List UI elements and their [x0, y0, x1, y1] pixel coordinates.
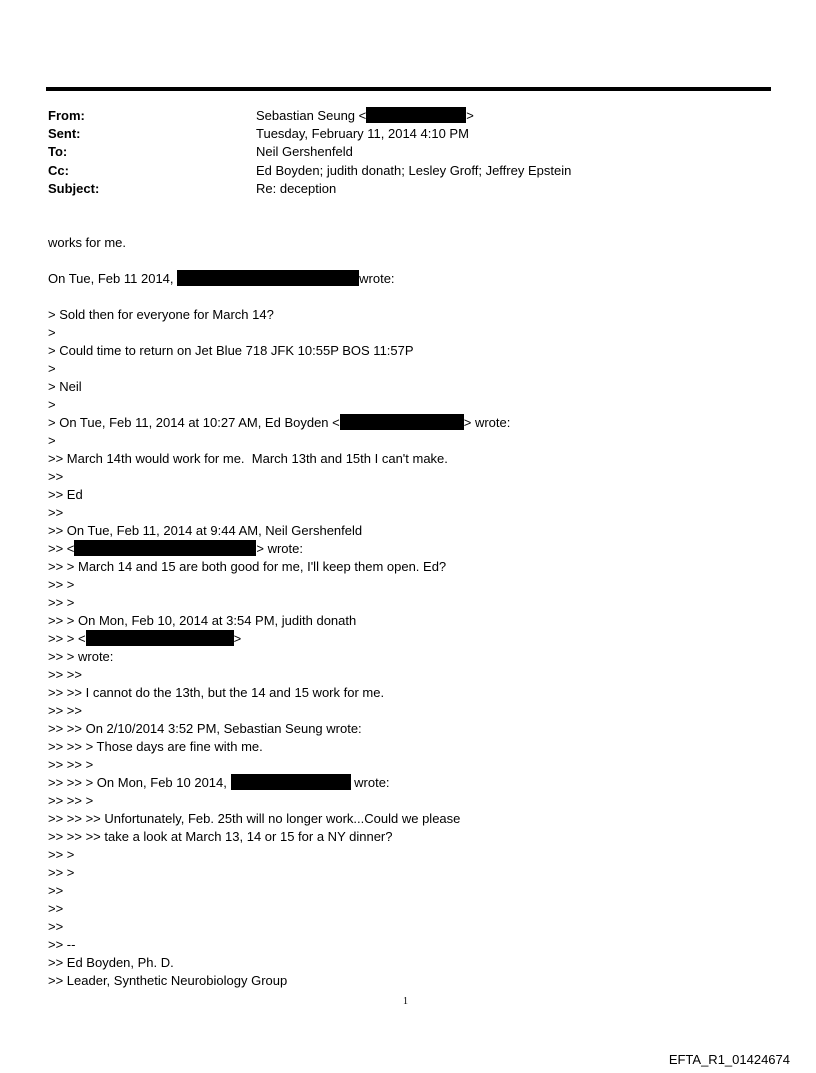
- subject-value: Re: deception: [256, 181, 337, 196]
- body-line: >> >> >: [48, 757, 94, 772]
- document-id: EFTA_R1_01424674: [668, 1052, 790, 1067]
- sent-value: Tuesday, February 11, 2014 4:10 PM: [256, 126, 469, 141]
- body-line: >> >: [48, 595, 75, 610]
- body-line: >>: [48, 883, 64, 898]
- from-name: Sebastian Seung: [256, 108, 356, 123]
- redaction-block: [177, 270, 359, 286]
- body-line: >> > wrote:: [48, 649, 114, 664]
- subject-label: Subject:: [48, 181, 100, 196]
- page-number: 1: [403, 996, 408, 1007]
- body-line: >>: [48, 505, 64, 520]
- redaction-block: [340, 414, 464, 430]
- body-line: > Sold then for everyone for March 14?: [48, 307, 274, 322]
- body-line: >> March 14th would work for me. March 13th and 15th I can't make.: [48, 451, 448, 466]
- body-line: >> > On Mon, Feb 10, 2014 at 3:54 PM, judith donath: [48, 613, 357, 628]
- body-line: >> Ed: [48, 487, 83, 502]
- from-value: Sebastian Seung < >: [256, 108, 474, 123]
- body-line: On Tue, Feb 11 2014, wrote:: [48, 271, 395, 286]
- redaction-block: [231, 774, 351, 790]
- body-line: >> > < >: [48, 631, 242, 646]
- sent-label: Sent:: [48, 126, 81, 141]
- redaction-block: [74, 540, 256, 556]
- to-value: Neil Gershenfeld: [256, 144, 353, 159]
- body-line: >> >> On 2/10/2014 3:52 PM, Sebastian Seung wrote:: [48, 721, 362, 736]
- body-line: >> Leader, Synthetic Neurobiology Group: [48, 973, 288, 988]
- body-line: >: [48, 397, 56, 412]
- body-line: >> >> >> take a look at March 13, 14 or 15 for a NY dinner?: [48, 829, 393, 844]
- redaction-block: [86, 630, 234, 646]
- body-line: works for me.: [48, 235, 127, 250]
- body-line: >>: [48, 469, 64, 484]
- body-line: >> >> >> Unfortunately, Feb. 25th will no longer work...Could we please: [48, 811, 461, 826]
- body-line: >> >: [48, 847, 75, 862]
- body-line: >> >>: [48, 667, 82, 682]
- body-line: >> Ed Boyden, Ph. D.: [48, 955, 174, 970]
- body-line: >> >>: [48, 703, 82, 718]
- redaction-block: [366, 107, 466, 123]
- cc-label: Cc:: [48, 163, 69, 178]
- to-label: To:: [48, 144, 68, 159]
- body-line: >>: [48, 919, 64, 934]
- body-line: >> On Tue, Feb 11, 2014 at 9:44 AM, Neil Gershenfeld: [48, 523, 363, 538]
- body-line: > Neil: [48, 379, 82, 394]
- body-line: >> >> >: [48, 793, 94, 808]
- body-line: >> >: [48, 577, 75, 592]
- body-line: >: [48, 433, 56, 448]
- body-line: >> > March 14 and 15 are both good for me, I'll keep them open. Ed?: [48, 559, 447, 574]
- body-line: > Could time to return on Jet Blue 718 JFK 10:55P BOS 11:57P: [48, 343, 414, 358]
- from-label: From:: [48, 108, 85, 123]
- body-line: >: [48, 325, 56, 340]
- body-line: >>: [48, 901, 64, 916]
- body-line: >> --: [48, 937, 76, 952]
- body-line: >: [48, 361, 56, 376]
- body-line: >> >> > On Mon, Feb 10 2014, wrote:: [48, 775, 390, 790]
- body-line: > On Tue, Feb 11, 2014 at 10:27 AM, Ed Boyden < > wrote:: [48, 415, 511, 430]
- body-line: >> >> I cannot do the 13th, but the 14 and 15 work for me.: [48, 685, 385, 700]
- body-line: >> < > wrote:: [48, 541, 303, 556]
- cc-value: Ed Boyden; judith donath; Lesley Groff; Jeffrey Epstein: [256, 163, 572, 178]
- body-line: >> >> > Those days are fine with me.: [48, 739, 263, 754]
- body-line: >> >: [48, 865, 75, 880]
- header-rule: [46, 87, 771, 91]
